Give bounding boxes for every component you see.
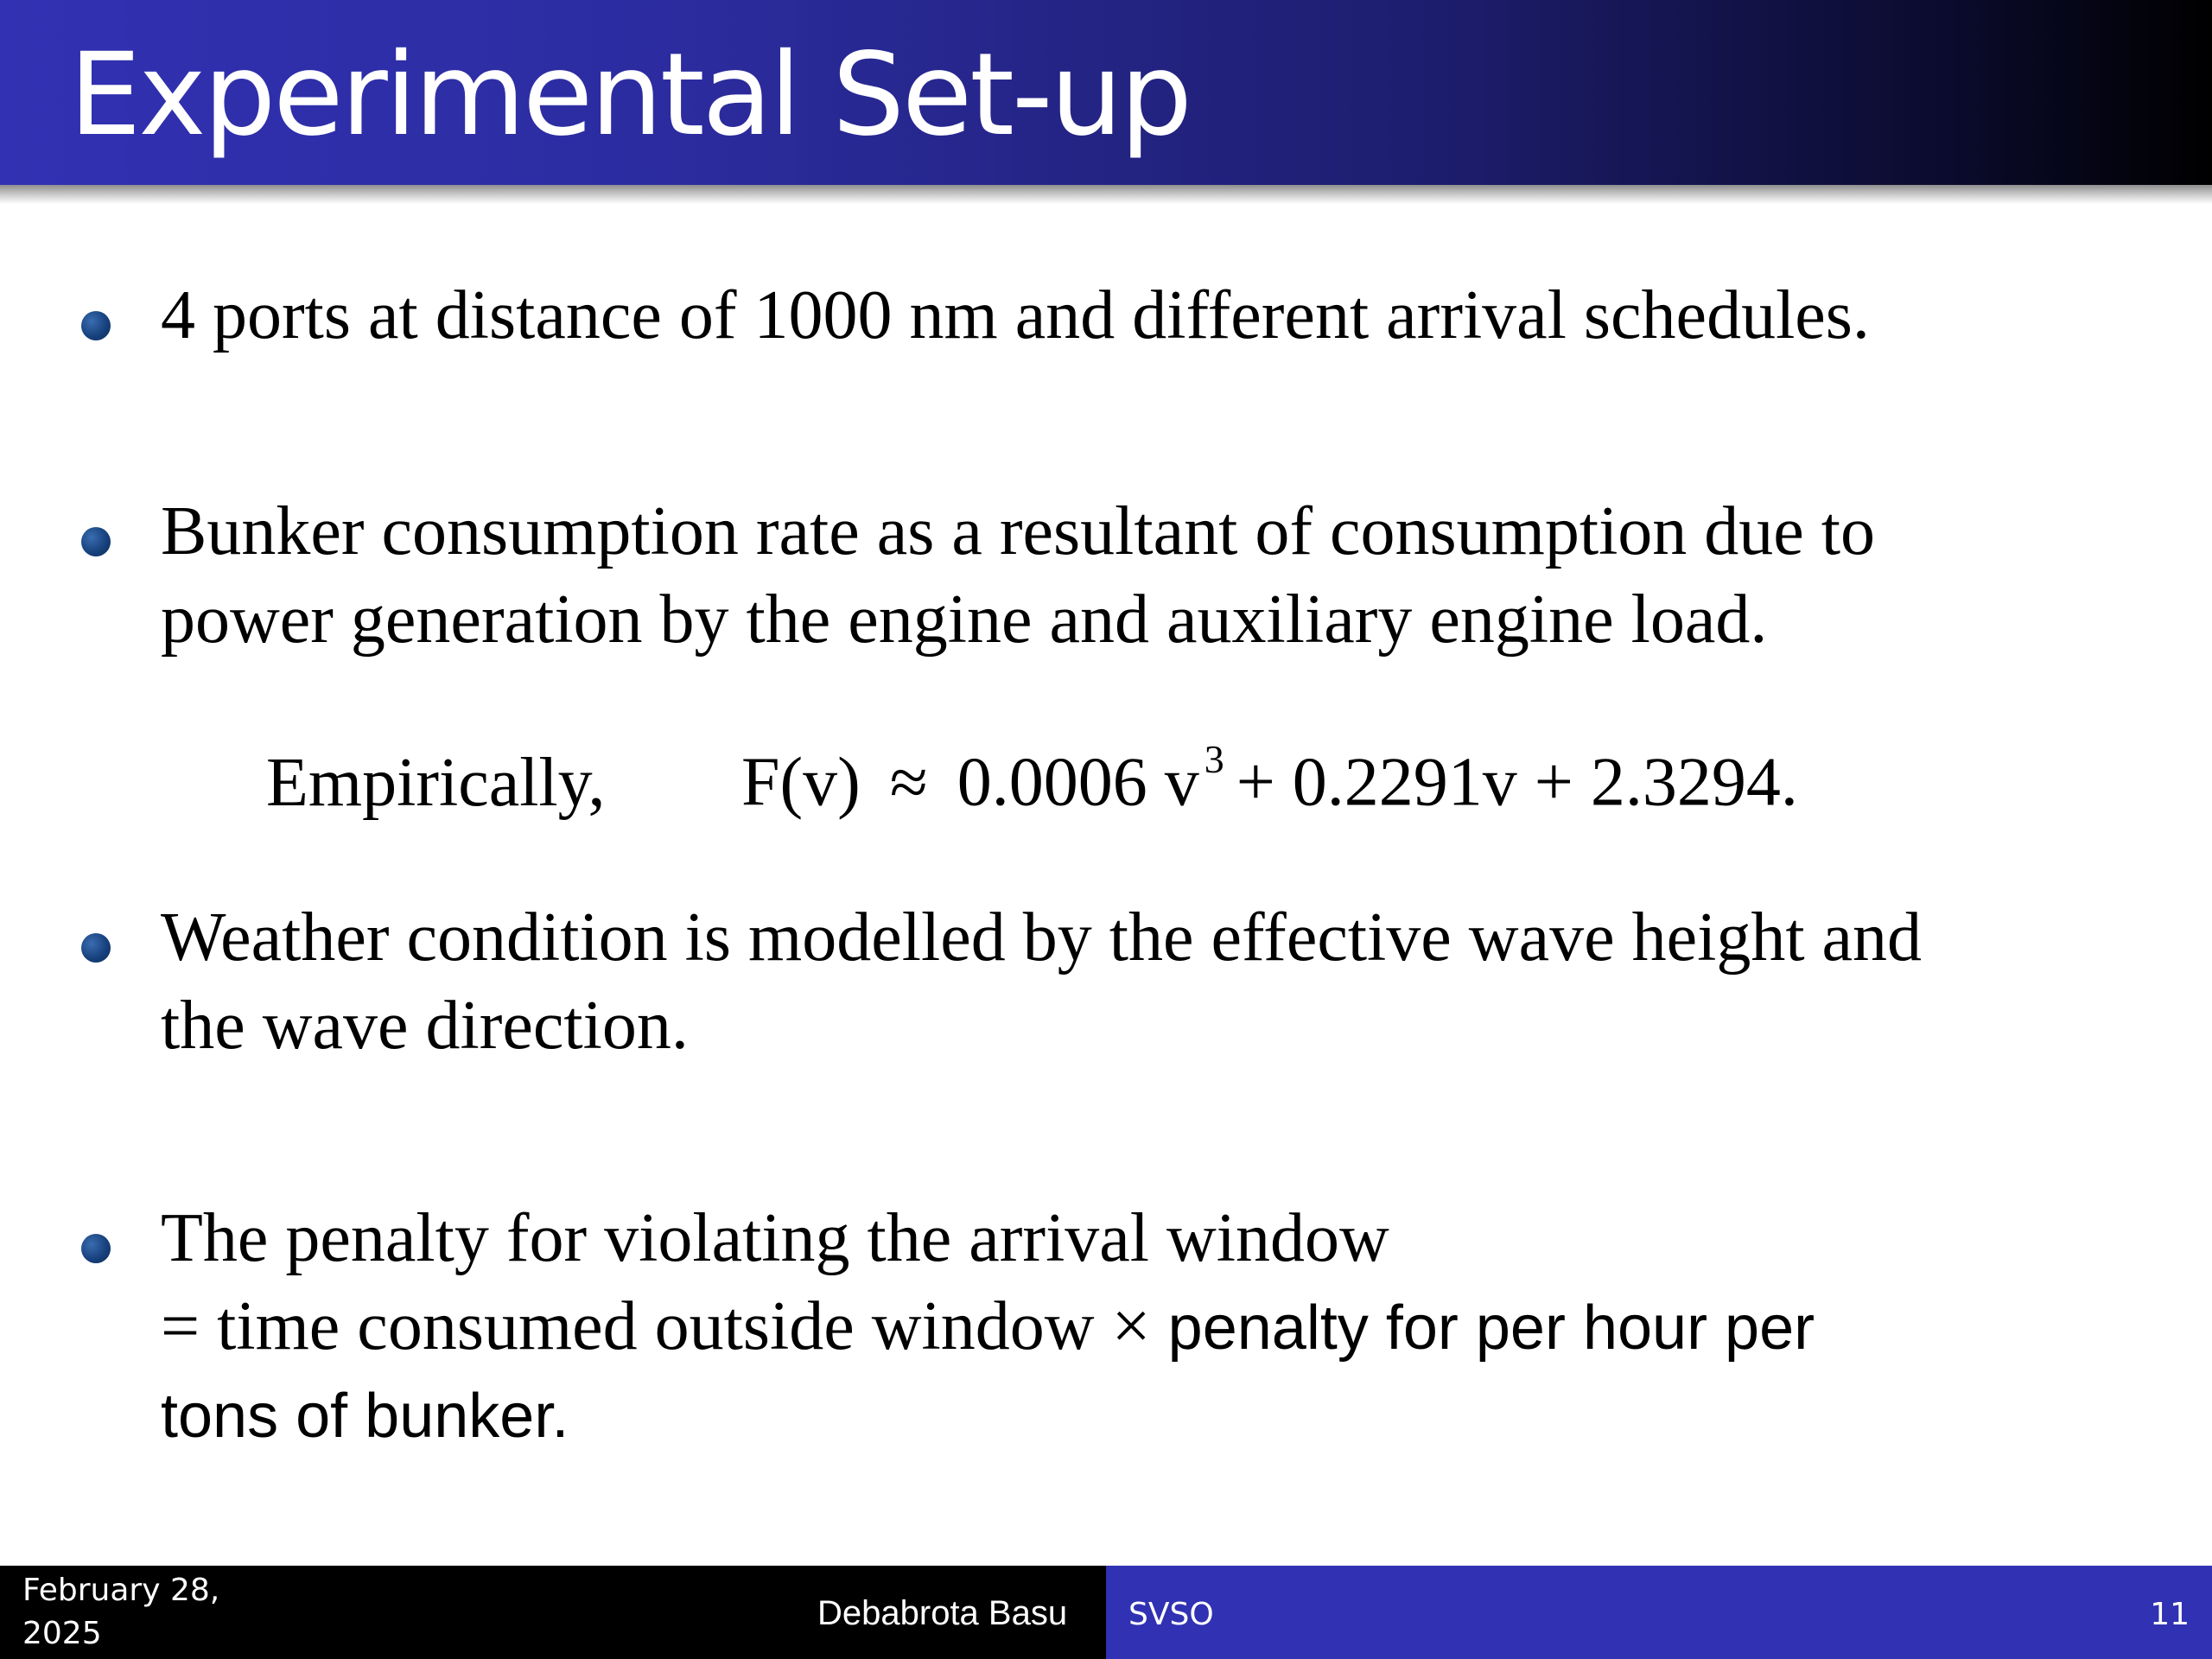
bullet-4 — [161, 1194, 1815, 1460]
bullet-4-line-2-serif: = time consumed outside window × — [161, 1288, 1168, 1364]
bullet-3-line-2: the wave direction. — [161, 988, 689, 1064]
bullet-dot-icon — [81, 1234, 111, 1263]
footer-date: February 28, 2025 — [22, 1573, 220, 1651]
bullet-1-line-1: 4 ports at distance of 1000 nm and different arrival schedules. — [161, 277, 1870, 353]
formula-lead: Empirically, — [266, 744, 606, 821]
bullet-3-line-1: Weather condition is modelled by the effective wave height and — [161, 899, 1923, 976]
formula-lhs: F(v) — [741, 744, 861, 821]
bullet-dot-icon — [81, 933, 111, 963]
formula-approx-symbol: ≈ — [889, 744, 928, 821]
footer-author: Debabrota Basu — [817, 1594, 1068, 1632]
footer-page-number: 11 — [2150, 1597, 2190, 1632]
bullet-2-line-2: power generation by the engine and auxiliary engine load. — [161, 582, 1768, 658]
bullet-dot-icon — [81, 311, 111, 340]
bullet-4-line-1: The penalty for violating the arrival window — [161, 1200, 1389, 1276]
bullet-2-line-1: Bunker consumption rate as a resultant of consumption due to — [161, 493, 1876, 569]
formula-term-1: 0.0006 v — [957, 744, 1199, 821]
formula-rest: + 0.2291v + 2.3294. — [1236, 744, 1798, 821]
bullet-4-line-2-sans: penalty for per hour per — [1167, 1294, 1815, 1363]
bullet-1 — [161, 271, 1870, 359]
bullet-dot-icon — [81, 527, 111, 556]
bullet-4-line-2 — [161, 1282, 1815, 1372]
bullet-2 — [161, 487, 1875, 664]
footer-right-panel — [1106, 1566, 2212, 1659]
slide-title: Experimental Set-up — [69, 29, 1191, 162]
consumption-formula — [266, 724, 1798, 827]
footer-short-title: SVSO — [1128, 1597, 1214, 1632]
bullet-4-line-3: tons of bunker. — [161, 1382, 569, 1451]
formula-exponent: 3 — [1204, 737, 1224, 781]
bullet-3 — [161, 893, 1922, 1070]
title-bar-shadow — [0, 185, 2212, 204]
